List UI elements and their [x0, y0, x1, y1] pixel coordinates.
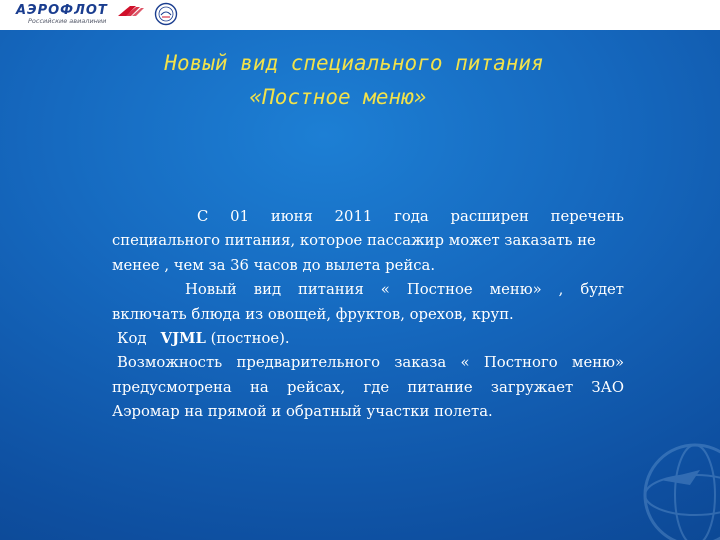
aeroflot-logo — [4, 2, 180, 28]
paragraph-line: предусмотрена на рейсах, где питание загружает ЗАО — [112, 378, 624, 396]
paragraph-line: специального питания, которое пассажир может заказать не — [112, 232, 596, 250]
paragraph-line: включать блюда из овощей, фруктов, орехов, круп. — [112, 305, 514, 323]
logo-subtitle: Российские авиалинии — [28, 17, 107, 25]
code-prefix: Код — [117, 329, 147, 347]
code-suffix: (постное). — [210, 329, 290, 347]
body-text — [112, 205, 624, 425]
paragraph-line: менее , чем за 36 часов до вылета рейса. — [112, 256, 436, 274]
header-bar — [0, 0, 720, 30]
code-line — [112, 327, 624, 351]
wing-icon — [116, 4, 146, 18]
logo-text: АЭРОФЛОТ — [16, 3, 108, 18]
seal-icon — [154, 2, 178, 26]
paragraph-line: Новый вид питания « Постное меню» , будет — [185, 281, 624, 299]
meal-code: VJML — [160, 329, 206, 347]
paragraph-line: Аэромар на прямой и обратный участки полета. — [112, 403, 493, 421]
slide-title-line2: «Постное меню» — [249, 85, 427, 109]
paragraph-line: С 01 июня 2011 года расширен перечень — [197, 208, 624, 225]
slide-title-line1: Новый вид специального питания — [164, 51, 544, 75]
paragraph-line: Возможность предварительного заказа « Постного меню» — [117, 354, 624, 372]
globe-watermark-icon — [640, 440, 720, 540]
